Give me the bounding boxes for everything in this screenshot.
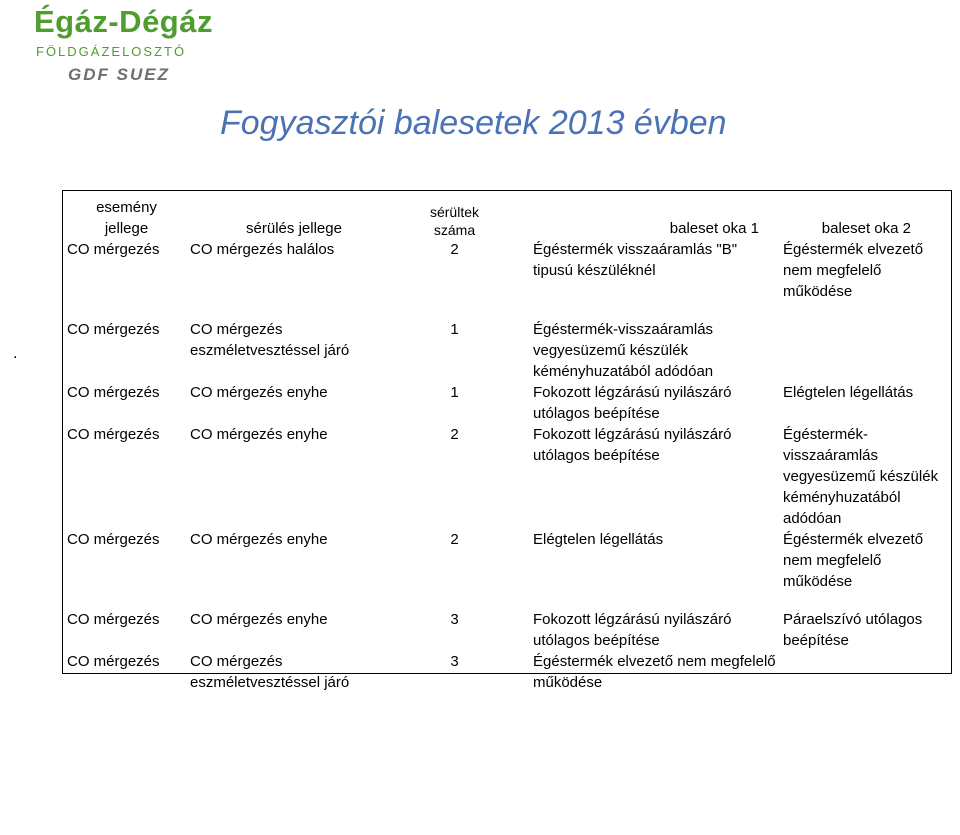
page-title: Fogyasztói balesetek 2013 évben	[220, 104, 727, 142]
cell-cause-1: Fokozott légzárású nyilászáró utólagos beépítése	[533, 384, 732, 422]
side-mark: .	[13, 345, 18, 362]
cell-cause-2: Égéstermék elvezető nem megfelelő működése	[783, 241, 924, 300]
cell-count: 1	[450, 384, 459, 401]
cell-injury: CO mérgezés eszméletvesztéssel járó	[190, 321, 350, 359]
cell-count: 2	[450, 531, 459, 548]
cell-injury: CO mérgezés enyhe	[190, 426, 328, 443]
logo-brand-name: Égáz-Dégáz	[34, 4, 213, 39]
table-row	[63, 609, 951, 651]
cell-cause-2: Elégtelen légellátás	[783, 384, 914, 401]
cell-cause-2	[779, 319, 951, 382]
cell-cause-1: Égéstermék elvezető nem megfelelő működése	[533, 653, 776, 691]
cell-injury: CO mérgezés enyhe	[190, 531, 328, 548]
cell-cause-2: Páraelszívó utólagos beépítése	[783, 611, 923, 649]
cell-count: 1	[450, 321, 459, 338]
cell-injury: CO mérgezés halálos	[190, 241, 335, 258]
cell-cause-1: Elégtelen légellátás	[533, 531, 664, 548]
cell-cause-1: Égéstermék visszaáramlás "B" tipusú készüléknél	[533, 241, 738, 279]
table-header-row	[63, 191, 951, 239]
table-row	[63, 529, 951, 592]
cell-count: 2	[450, 241, 459, 258]
table-row	[63, 651, 951, 693]
cell-cause-2: Égéstermék-visszaáramlás vegyesüzemű készülék kéményhuzatából adódóan	[783, 426, 939, 527]
logo-parent-company: GDF SUEZ	[68, 65, 170, 84]
spacer-row	[63, 592, 951, 609]
table-row	[63, 424, 951, 529]
cell-cause-1: Égéstermék-visszaáramlás vegyesüzemű készülék kéményhuzatából adódóan	[533, 321, 714, 380]
cell-injury: CO mérgezés enyhe	[190, 384, 328, 401]
table-row	[63, 319, 951, 382]
cell-injury: CO mérgezés eszméletvesztéssel járó	[190, 653, 350, 691]
spacer-row	[63, 302, 951, 319]
header-event-type: esemény jellege	[96, 199, 157, 237]
company-logo	[30, 4, 213, 88]
header-cause-2: baleset oka 2	[821, 220, 911, 237]
cell-event: CO mérgezés	[67, 426, 160, 443]
cell-event: CO mérgezés	[67, 384, 160, 401]
cell-count: 2	[450, 426, 459, 443]
header-injured-count: sérültek száma	[429, 204, 480, 238]
header-injury-type: sérülés jellege	[246, 220, 342, 237]
cell-event: CO mérgezés	[67, 531, 160, 548]
accident-table	[63, 191, 951, 693]
cell-cause-1: Fokozott légzárású nyilászáró utólagos beépítése	[533, 426, 732, 464]
cell-cause-2: Égéstermék elvezető nem megfelelő működése	[783, 531, 924, 590]
cell-event: CO mérgezés	[67, 241, 160, 258]
table-row	[63, 239, 951, 302]
cell-count: 3	[450, 653, 459, 670]
logo-subtitle: FÖLDGÁZELOSZTÓ	[36, 44, 187, 59]
header-cause-1: baleset oka 1	[669, 220, 759, 237]
cell-event: CO mérgezés	[67, 321, 160, 338]
table-row	[63, 382, 951, 424]
accident-table-frame	[62, 190, 952, 691]
cell-cause-2	[779, 651, 951, 693]
cell-event: CO mérgezés	[67, 653, 160, 670]
cell-event: CO mérgezés	[67, 611, 160, 628]
cell-injury: CO mérgezés enyhe	[190, 611, 328, 628]
cell-cause-1: Fokozott légzárású nyilászáró utólagos beépítése	[533, 611, 732, 649]
cell-count: 3	[450, 611, 459, 628]
